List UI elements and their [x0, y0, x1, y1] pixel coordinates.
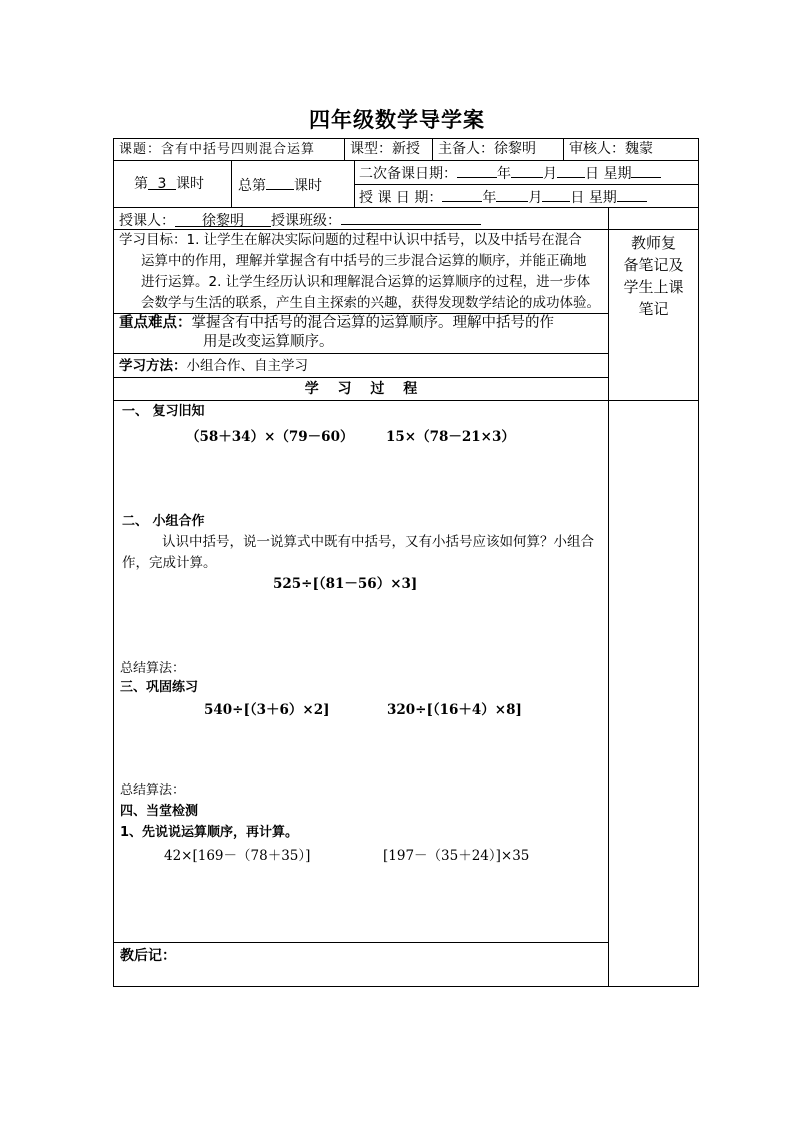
row-divider — [114, 400, 698, 401]
side-note-line: 教师复 — [630, 234, 676, 252]
second-prep-label: 二次备课日期： — [359, 166, 457, 182]
practice-expression-2: 320÷[（16＋4）×8] — [387, 702, 522, 718]
objectives-line: 进行运算。2. 让学生经历认识和理解混合运算的运算顺序的过程，进一步体 — [141, 274, 591, 290]
group-instructions — [122, 532, 606, 574]
day-blank — [557, 163, 585, 178]
reviewer-cell — [569, 140, 653, 158]
key-points-label: 重点难点： — [119, 315, 192, 331]
method-text: 小组合作、自主学习 — [186, 358, 308, 374]
class-label: 授课班级： — [271, 213, 341, 229]
lesson-type-label: 课型： — [350, 141, 392, 157]
day-label: 日 — [585, 166, 599, 182]
side-note-line: 学生上课 — [623, 278, 684, 296]
row-divider — [114, 377, 608, 378]
teacher-label: 授课人： — [119, 213, 175, 229]
col-divider — [432, 139, 433, 160]
month-label: 月 — [528, 190, 543, 206]
reviewer-value: 魏蒙 — [625, 141, 653, 157]
process-heading: 学 习 过 程 — [304, 381, 418, 397]
objectives-label: 学习目标： — [119, 232, 187, 248]
total-prefix: 总第 — [238, 178, 266, 194]
key-points — [119, 314, 607, 352]
col-divider — [354, 160, 355, 207]
preparer-cell — [438, 140, 536, 158]
after-class-notes-label: 教后记： — [120, 948, 176, 964]
total-suffix: 课时 — [294, 178, 322, 194]
col-divider — [608, 207, 609, 987]
side-note-line: 笔记 — [638, 300, 669, 318]
objectives-text: 1. 让学生在解决实际问题的过程中认识中括号，以及中括号在混合 — [186, 232, 582, 248]
group-instructions-line: 认识中括号，说一说算式中既有中括号，又有小括号应该如何算？小组合 — [162, 534, 594, 550]
key-points-line — [119, 314, 607, 333]
summary-label-1: 总结算法： — [120, 661, 186, 676]
row-divider — [114, 160, 698, 161]
group-instructions-line: 作，完成计算。 — [122, 555, 217, 571]
page-title: 四年级数学导学案 — [309, 108, 485, 132]
month-blank — [496, 187, 528, 202]
teach-date-label: 授 课 日 期： — [359, 190, 443, 206]
year-label: 年 — [497, 166, 511, 182]
topic-cell — [119, 141, 315, 159]
learning-objectives — [119, 230, 607, 314]
lesson-type-value: 新授 — [392, 141, 420, 157]
section-review-title: 一、 复习旧知 — [122, 404, 205, 419]
review-expression-2: 15×（78－21×3） — [386, 429, 515, 445]
section-check-title: 四、当堂检测 — [120, 804, 199, 819]
reviewer-label: 审核人： — [569, 141, 625, 157]
objectives-line: 运算中的作用，理解并掌握含有中括号的三步混合运算的顺序，并能正确地 — [141, 253, 587, 269]
topic-label: 课题： — [119, 142, 162, 157]
total-lesson-cell — [238, 175, 322, 195]
teacher-notes-column — [609, 232, 698, 320]
row-divider — [114, 942, 608, 943]
teacher-value: 徐黎明 — [175, 212, 271, 227]
objectives-line — [119, 230, 607, 251]
lesson-suffix: 课时 — [176, 176, 204, 192]
col-divider — [563, 139, 564, 160]
class-blank — [341, 210, 481, 225]
row-divider — [354, 184, 698, 185]
row-divider — [114, 207, 698, 208]
lesson-number: 3 — [148, 175, 176, 190]
lesson-number-cell — [134, 175, 204, 193]
key-points-text: 掌握含有中括号的混合运算的运算顺序。理解中括号的作 — [191, 315, 554, 331]
day-blank — [542, 187, 570, 202]
section-group-title: 二、 小组合作 — [122, 514, 205, 529]
teacher-row — [119, 210, 481, 230]
check-question-1: 1、先说说运算顺序，再计算。 — [120, 825, 299, 840]
group-expression: 525÷[（81－56）×3] — [273, 576, 418, 592]
weekday-label: 星期 — [588, 190, 617, 206]
year-blank — [457, 163, 497, 178]
summary-label-2: 总结算法： — [120, 783, 186, 798]
weekday-blank — [617, 187, 647, 202]
total-lesson-blank — [266, 175, 294, 190]
section-practice-title: 三、巩固练习 — [120, 680, 199, 695]
objectives-line: 会数学与生活的联系，产生自主探索的兴趣，获得发现数学结论的成功体验。 — [141, 295, 600, 311]
method-label: 学习方法： — [119, 358, 187, 374]
col-divider — [231, 160, 232, 207]
teach-date-row — [359, 187, 647, 207]
learning-method — [119, 357, 308, 375]
practice-expression-1: 540÷[（3＋6）×2] — [204, 702, 330, 718]
weekday-label: 星期 — [603, 166, 632, 182]
weekday-blank — [631, 163, 661, 178]
lesson-type-cell — [350, 140, 420, 158]
preparer-value: 徐黎明 — [494, 141, 536, 157]
lesson-prefix: 第 — [134, 176, 148, 192]
review-expression-1: （58＋34）×（79－60） — [186, 429, 354, 445]
lesson-plan-table — [113, 138, 699, 987]
col-divider — [344, 139, 345, 160]
side-note-line: 备笔记及 — [623, 256, 684, 274]
key-points-line: 用是改变运算顺序。 — [203, 334, 334, 350]
year-blank — [442, 187, 482, 202]
check-expression-2: [197－（35＋24）]×35 — [383, 848, 530, 864]
second-prep-date-row — [359, 163, 661, 183]
check-expression-1: 42×[169－（78＋35）] — [164, 848, 311, 864]
preparer-label: 主备人： — [438, 141, 494, 157]
year-label: 年 — [482, 190, 497, 206]
month-label: 月 — [543, 166, 557, 182]
row-divider — [114, 353, 608, 354]
month-blank — [511, 163, 543, 178]
day-label: 日 — [570, 190, 585, 206]
topic-value: 含有中括号四则混合运算 — [161, 142, 316, 157]
